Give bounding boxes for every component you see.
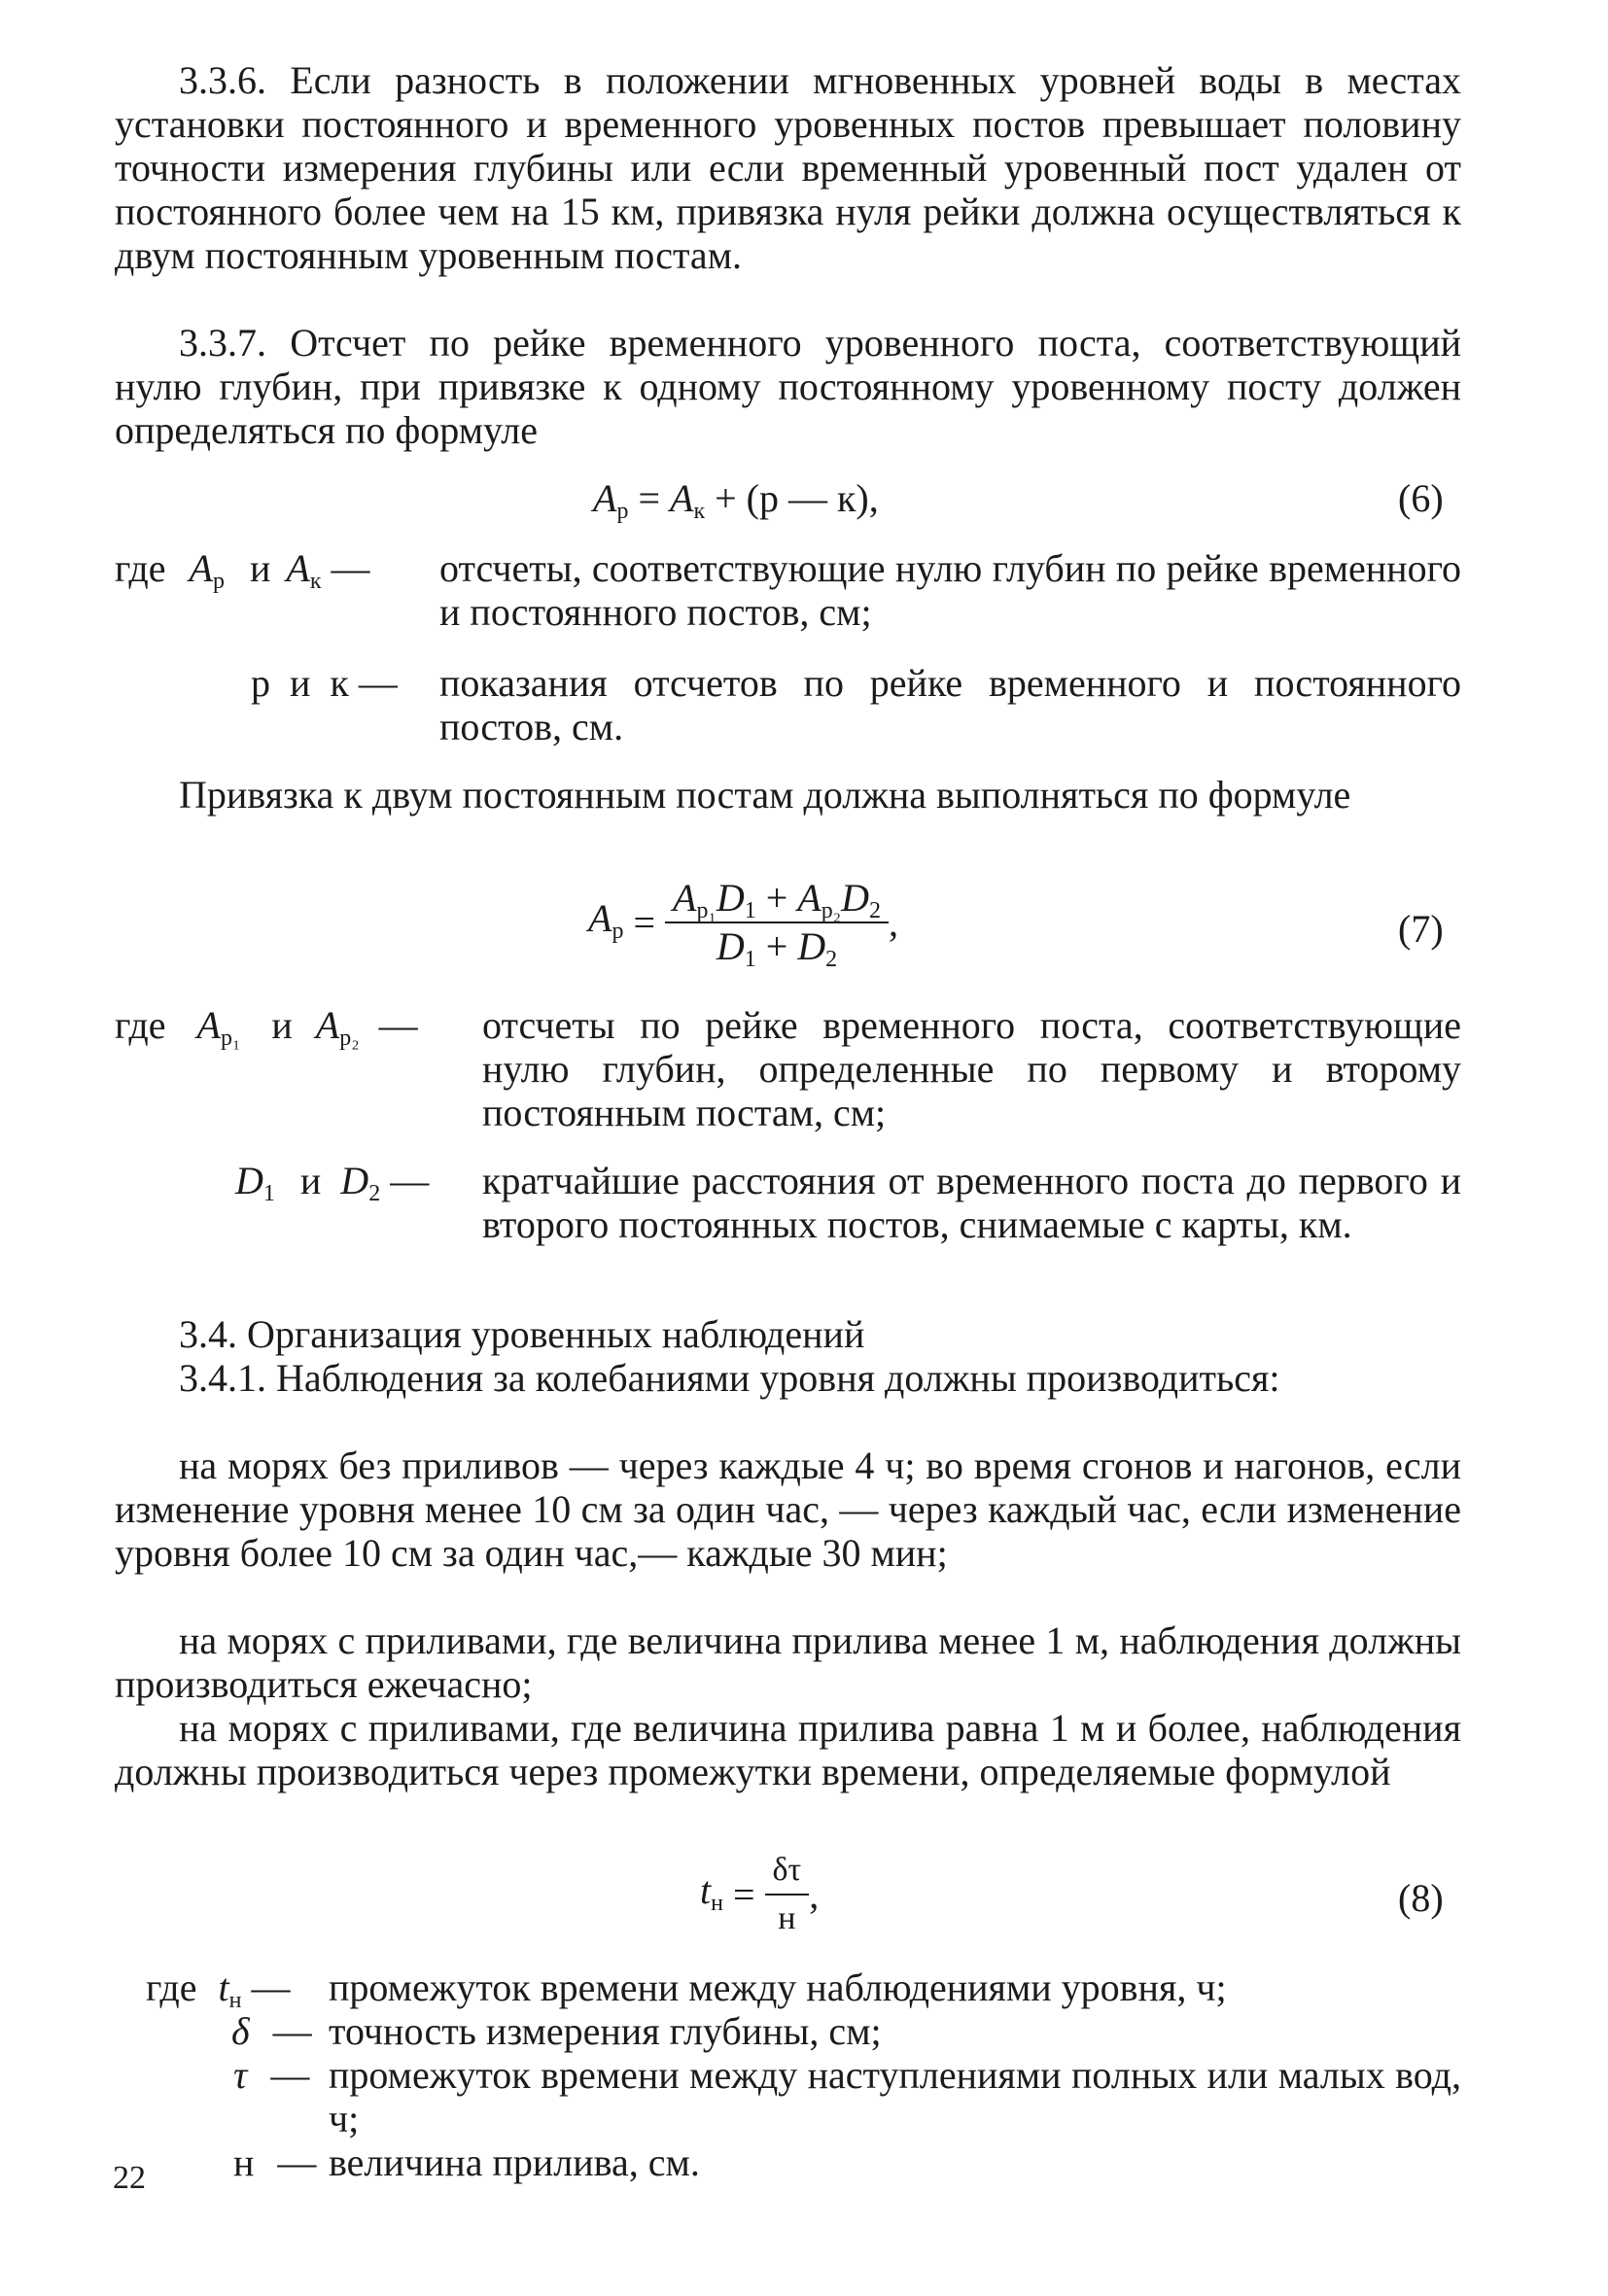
formula-6-lhs: A — [593, 476, 617, 520]
definition-8-1-text: промежуток времени между наблюдениями уровня, ч; — [329, 1966, 1227, 2009]
formula-7: $A_р$ = $\frac{A_{р_1}D_1 + A_{р_2}D_2}{D_1 + D_2}$ , — [588, 876, 898, 972]
definition-8-4-symbols: н — — [233, 2140, 317, 2184]
paragraph-seas-tides-less-1m: на морях с приливами, где величина прилива менее 1 м, наблюдения должны производиться ежечасно; — [115, 1618, 1461, 1706]
formula-7-denominator: $D_1 + D_2$ — [716, 924, 838, 972]
formula-7-fraction — [665, 876, 889, 972]
formula-8: $t_н$ = $\frac{\delta\tau}{н}$ , — [700, 1849, 819, 1940]
definition-7-1-symbols: где $A_{р_1}$ и $A_{р_2}$ — — [115, 1003, 418, 1051]
definition-6-2-symbols: р и к — — [251, 661, 398, 705]
definition-8-1-symbols: где $t_н$ — — [146, 1966, 291, 2013]
paragraph-3-3-7: 3.3.7. Отсчет по рейке временного уровенного поста, соответствующий нулю глубин, при привязке к одному постоянному уровенному посту должен определяться по формуле — [115, 321, 1461, 452]
definition-8-3-text: промежуток времени между наступлениями полных или малых вод, ч; — [329, 2053, 1461, 2140]
definition-8-4-text: величина прилива, см. — [329, 2140, 700, 2184]
paragraph-3-4-1: 3.4.1. Наблюдения за колебаниями уровня должны производиться: — [179, 1356, 1280, 1400]
definition-7-2-symbols: $D_1$ и $D_2$ — — [235, 1159, 430, 1206]
paragraph-seas-without-tides: на морях без приливов — через каждые 4 ч; во время сгонов и нагонов, если изменение уровня менее 10 см за один час, — через каждый час, если изменение уровня более 10 см за один час,— каждые 30 мин; — [115, 1444, 1461, 1575]
definition-8-2-symbols: δ — — [231, 2009, 312, 2053]
definition-7-1-text: отсчеты по рейке временного поста, соответствующие нулю глубин, определенные по первому и второму постоянным постам, см; — [482, 1003, 1461, 1134]
formula-8-fraction — [765, 1849, 810, 1940]
formula-8-number: (8) — [1398, 1876, 1444, 1920]
definition-7-2-text: кратчайшие расстояния от временного поста до первого и второго постоянных постов, снимаемые с карты, км. — [482, 1159, 1461, 1246]
definition-6-2-text: показания отсчетов по рейке временного и постоянного постов, см. — [439, 661, 1461, 748]
paragraph-seas-tides-1m-more: на морях с приливами, где величина прилива равна 1 м и более, наблюдения должны производиться через промежутки времени, определяемые формулой — [115, 1706, 1461, 1793]
paragraph-3-3-6: 3.3.6. Если разность в положении мгновенных уровней воды в местах установки постоянного и временного уровенных постов превышает половину точности измерения глубины или если временный уровенный пост удален от постоянного более чем на 15 км, привязка нуля рейки должна осуществляться к двум постоянным уровенным постам. — [115, 58, 1461, 277]
formula-8-denominator: н — [778, 1900, 796, 1936]
definition-6-1-symbols: где $A_р$ и $A_к$ — — [115, 546, 370, 594]
definition-8-3-symbols: τ — — [233, 2053, 310, 2097]
formula-6: $A_р = A_к + (р$ — к), — [593, 476, 879, 524]
definition-8-2-text: точность измерения глубины, см; — [329, 2009, 882, 2053]
formula-7-number: (7) — [1398, 907, 1444, 951]
paragraph-two-posts: Привязка к двум постоянным постам должна выполняться по формуле — [179, 773, 1351, 817]
formula-6-number: (6) — [1398, 476, 1444, 520]
formula-8-numerator: δτ — [765, 1849, 810, 1896]
formula-7-numerator: $A_{р_1}D_1 + A_{р_2}D_2$ — [665, 877, 889, 923]
section-heading-3-4: 3.4. Организация уровенных наблюдений — [179, 1312, 865, 1356]
page-number: 22 — [113, 2160, 146, 2196]
definition-6-1-text: отсчеты, соответствующие нулю глубин по рейке временного и постоянного постов, см; — [439, 546, 1461, 634]
